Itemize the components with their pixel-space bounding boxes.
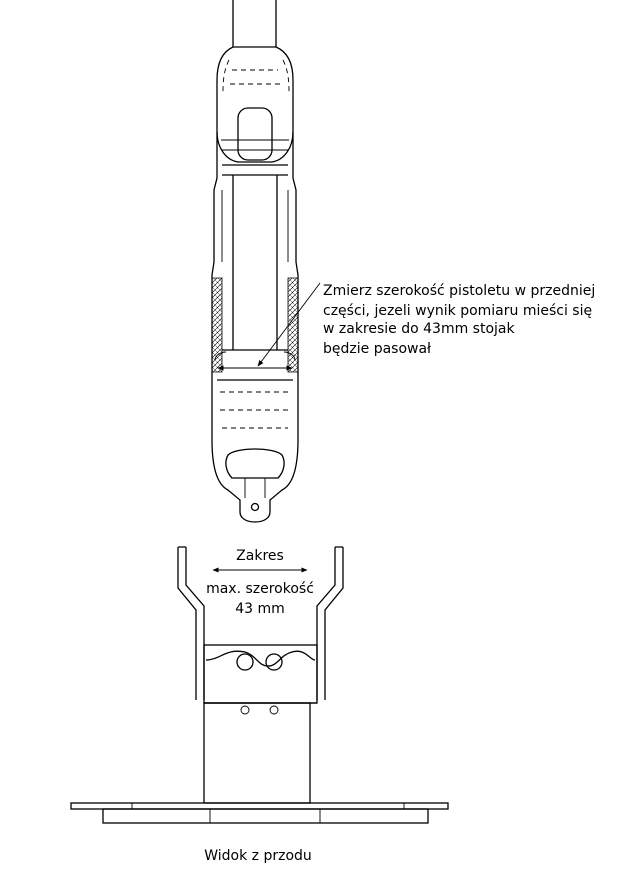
nozzle-tip (252, 504, 259, 511)
annotation-line-4: będzie pasował (323, 341, 432, 357)
stand-base-plate (71, 803, 448, 809)
clamp-profile (206, 651, 315, 666)
annotation-text (323, 283, 600, 357)
right-grip-texture (288, 278, 298, 372)
stand-base-foot (103, 809, 428, 823)
gun-cable (233, 0, 276, 47)
range-title: Zakres (236, 548, 284, 564)
stand-clamp (204, 645, 317, 703)
gun-body-outline (212, 132, 298, 440)
annotation-line-3: w zakresie do 43mm stojak (323, 321, 515, 337)
annotation-line-2: części, jezeli wynik pomiaru mieści się (323, 303, 593, 319)
left-grip-texture (212, 278, 222, 372)
gun-rear-window (238, 108, 272, 160)
gun-nose (212, 440, 298, 522)
stand-left-arm (178, 547, 204, 700)
range-value: 43 mm (235, 601, 285, 617)
annotation-line-1: Zmierz szerokość pistoletu w przedniej (323, 283, 596, 299)
stand-right-arm (317, 547, 343, 700)
stand-column (204, 703, 310, 803)
gun-rear-cap (217, 47, 293, 162)
view-caption: Widok z przodu (204, 848, 312, 864)
glue-gun-drawing (212, 0, 298, 522)
gun-handle-inner (233, 175, 277, 350)
range-label: max. szerokość (206, 581, 314, 597)
